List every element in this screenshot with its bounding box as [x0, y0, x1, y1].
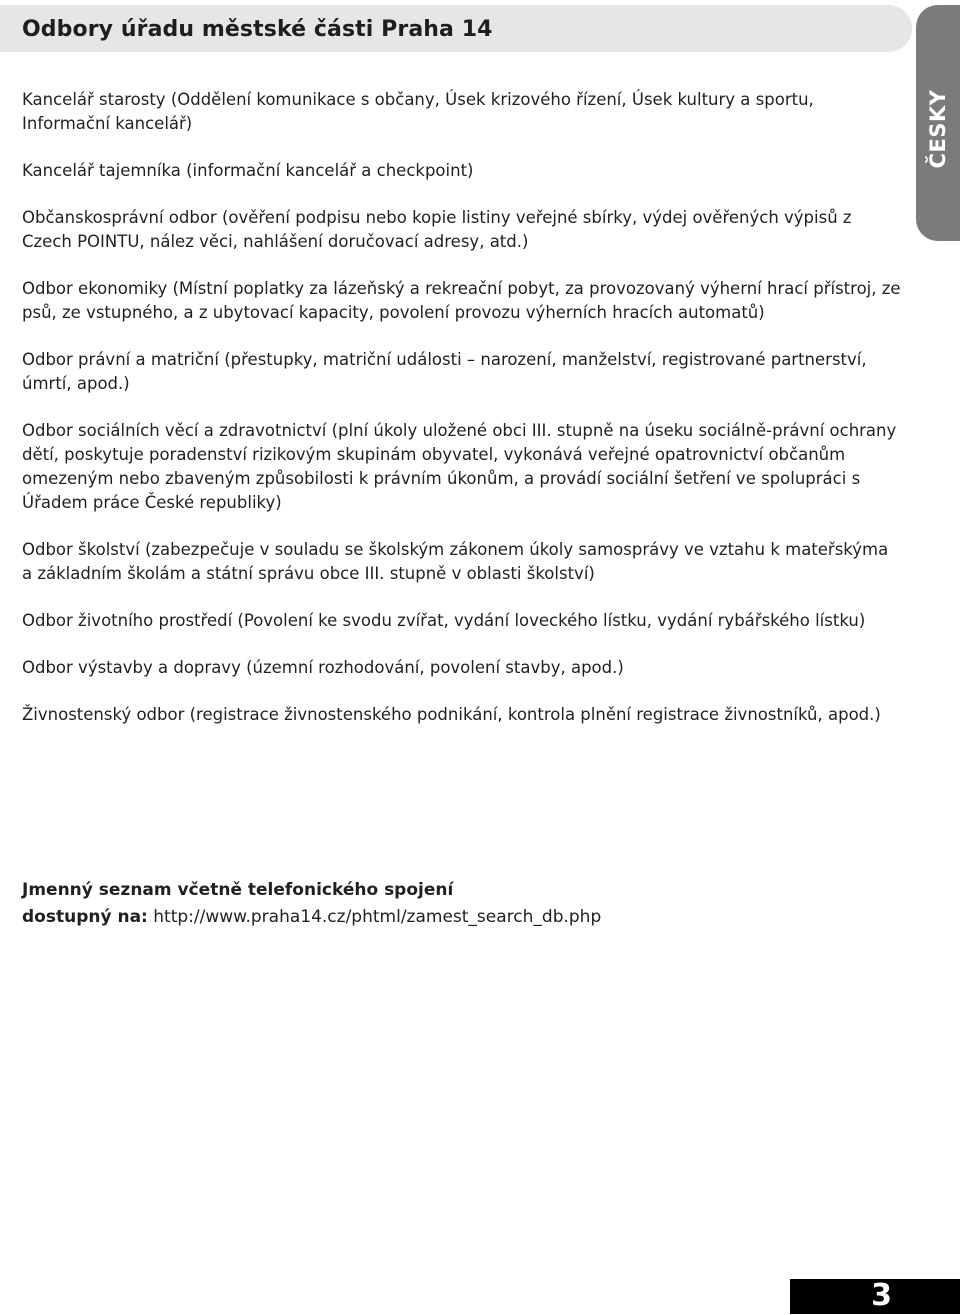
contact-label: dostupný na: — [22, 907, 148, 927]
section-odbor-skolstvi: Odbor školství (zabezpečuje v souladu se školským zákonem úkoly samosprávy ve vztahu k mateřskýma a základním školám a státní správu obce III. stupně v oblasti školství) — [22, 540, 889, 583]
section-zivnostensky-odbor: Živnostenský odbor (registrace živnostenského podnikání, kontrola plnění registrace živnostníků, apod.) — [22, 705, 881, 724]
section-odbor-pravni-a-matricni: Odbor právní a matriční (přestupky, matriční události – narození, manželství, registrované partnerství, úmrtí, apod.) — [22, 350, 867, 393]
section-odbor-socialnich-veci: Odbor sociálních věcí a zdravotnictví (plní úkoly uložené obci III. stupně na úseku sociálně-právní ochrany dětí, poskytuje poradenství rizikovým skupinám obyvatel, vykonává veřejné opatrovnictví občanům omezeným nebo zbaveným způsobilosti k právním úkonům, a provádí sociální šetření ve spolupráci s Úřadem práce České republiky) — [22, 421, 897, 512]
contact-url[interactable]: http://www.praha14.cz/phtml/zamest_search_db.php — [153, 907, 602, 927]
page-number: 3 — [871, 1278, 892, 1313]
contact-heading: Jmenný seznam včetně telefonického spojení — [22, 880, 454, 900]
departments-list — [22, 88, 902, 750]
section-kancelar-tajemnika: Kancelář tajemníka (informační kancelář a checkpoint) — [22, 161, 474, 180]
contact-line — [22, 904, 902, 931]
section-kancelar-starosty: Kancelář starosty (Oddělení komunikace s občany, Úsek krizového řízení, Úsek kultury a sportu, Informační kancelář) — [22, 90, 814, 133]
language-tab-label: ČESKY — [926, 89, 950, 169]
language-tab — [916, 5, 960, 241]
section-odbor-vystavby: Odbor výstavby a dopravy (územní rozhodování, povolení stavby, apod.) — [22, 658, 624, 677]
section-odbor-zivotniho-prostredi: Odbor životního prostředí (Povolení ke svodu zvířat, vydání loveckého lístku, vydání rybářského lístku) — [22, 611, 866, 630]
contact-info — [22, 877, 902, 931]
page-title: Odbory úřadu městské části Praha 14 — [22, 17, 493, 42]
section-obcanskospravni-odbor: Občanskosprávní odbor (ověření podpisu nebo kopie listiny veřejné sbírky, výdej ověřených výpisů z Czech POINTU, nález věci, nahlášení doručovací adresy, atd.) — [22, 208, 852, 251]
section-odbor-ekonomiky: Odbor ekonomiky (Místní poplatky za lázeňský a rekreační pobyt, za provozovaný výherní hrací přístroj, ze psů, ze vstupného, a z ubytovací kapacity, povolení provozu výherních hracích automatů) — [22, 279, 901, 322]
